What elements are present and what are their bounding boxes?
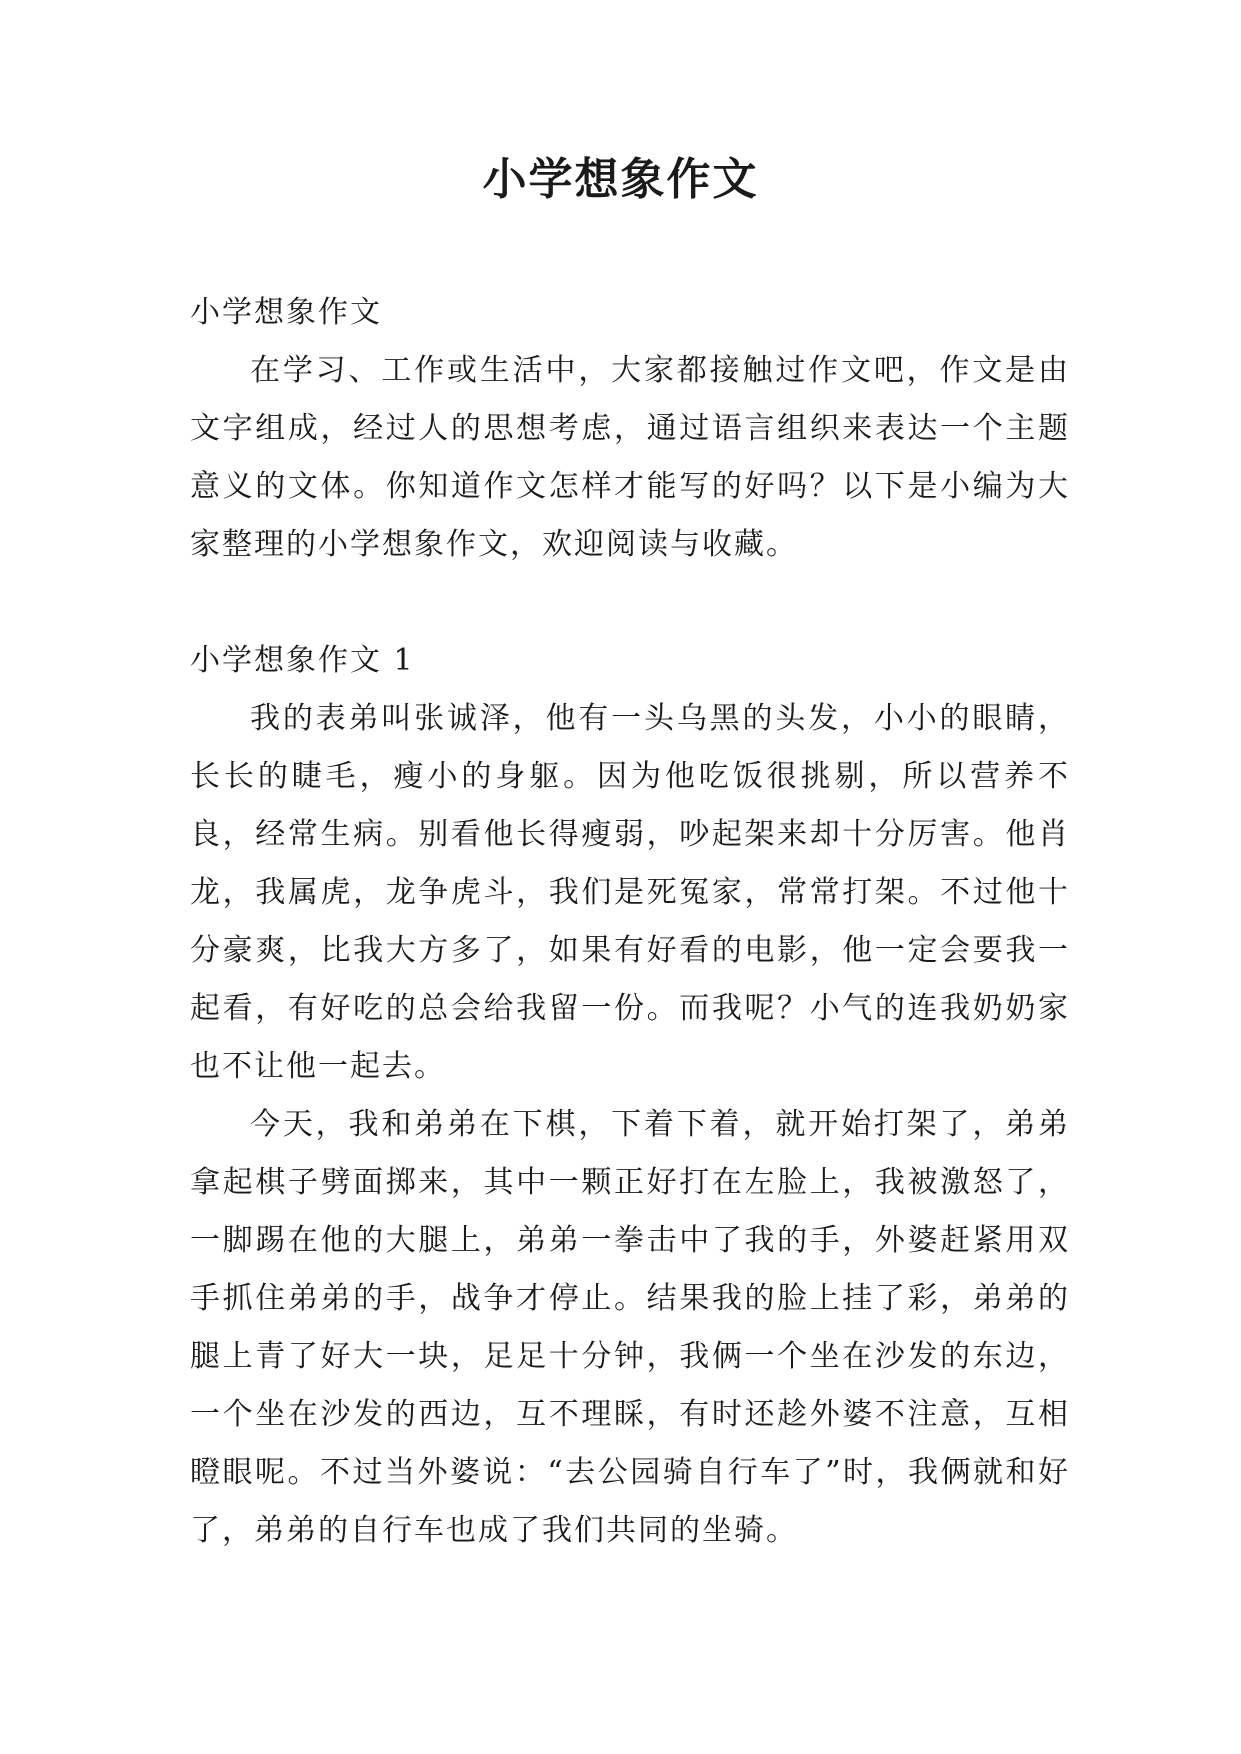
section-heading: 小学想象作文 1 (190, 643, 415, 678)
paragraph: 在学习、工作或生活中，大家都接触过作文吧，作文是由文字组成，经过人的思想考虑，通过语言组织来表达一个主题意义的文体。你知道作文怎样才能写的好吗？以下是小编为大家整理的小学想象作文，欢迎阅读与收藏。 (190, 353, 1070, 562)
paragraph: 今天，我和弟弟在下棋，下着下着，就开始打架了，弟弟拿起棋子劈面掷来，其中一颗正好打在左脸上，我被激怒了，一脚踢在他的大腿上，弟弟一拳击中了我的手，外婆赶紧用双手抓住弟弟的手，战争才停止。结果我的脸上挂了彩，弟弟的腿上青了好大一块，足足十分钟，我俩一个坐在沙发的东边，一个坐在沙发的西边，互不理睬，有时还趁外婆不注意，互相瞪眼呢。不过当外婆说：“去公园骑自行车了”时，我俩就和好了，弟弟的自行车也成了我们共同的坐骑。 (190, 1107, 1070, 1548)
document-title: 小学想象作文 (482, 154, 759, 205)
section-heading: 小学想象作文 (190, 295, 382, 330)
intro-section (190, 284, 1070, 574)
section-spacer (190, 574, 1070, 632)
paragraph: 我的表弟叫张诚泽，他有一头乌黑的头发，小小的眼睛，长长的睫毛，瘦小的身躯。因为他吃饭很挑剔，所以营养不良，经常生病。别看他长得瘦弱，吵起架来却十分厉害。他肖龙，我属虎，龙争虎斗，我们是死冤家，常常打架。不过他十分豪爽，比我大方多了，如果有好看的电影，他一定会要我一起看，有好吃的总会给我留一份。而我呢？小气的连我奶奶家也不让他一起去。 (190, 701, 1070, 1084)
document-body (190, 284, 1070, 1560)
essay-section-1 (190, 632, 1070, 1560)
